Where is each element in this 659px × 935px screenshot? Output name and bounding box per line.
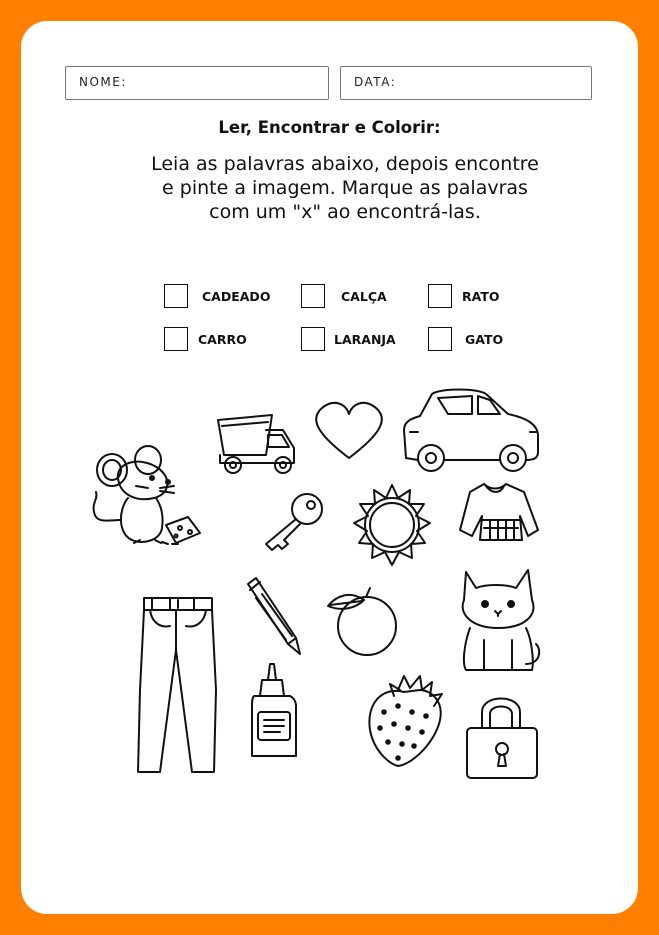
orange-illustration[interactable] [328,588,396,655]
sun-illustration[interactable] [354,485,430,565]
word-laranja: LARANJA [334,332,396,347]
cat-illustration[interactable] [463,570,540,670]
pencil-illustration[interactable] [248,578,300,654]
car-illustration[interactable] [404,390,538,472]
word-calca: CALÇA [341,289,387,304]
key-illustration[interactable] [266,494,322,550]
name-label: NOME: [79,75,127,89]
glue-illustration[interactable] [252,664,296,756]
word-carro: CARRO [198,332,247,347]
strawberry-illustration[interactable] [369,676,442,766]
instructions: Leia as palavras abaixo, depois encontre e pinte a imagem. Marque as palavras com um "x" ao encontrá-las. [151,153,539,223]
padlock-illustration[interactable] [467,699,537,779]
mouse-illustration[interactable] [94,446,200,544]
word-gato: GATO [465,332,504,347]
heart-illustration[interactable] [316,403,382,458]
word-rato: RATO [462,289,500,304]
pants-illustration[interactable] [138,598,216,772]
date-label: DATA: [354,75,397,89]
sweater-illustration[interactable] [460,484,538,540]
word-cadeado: CADEADO [202,289,271,304]
truck-illustration[interactable] [218,415,294,473]
worksheet-title: Ler, Encontrar e Colorir: [218,118,441,137]
